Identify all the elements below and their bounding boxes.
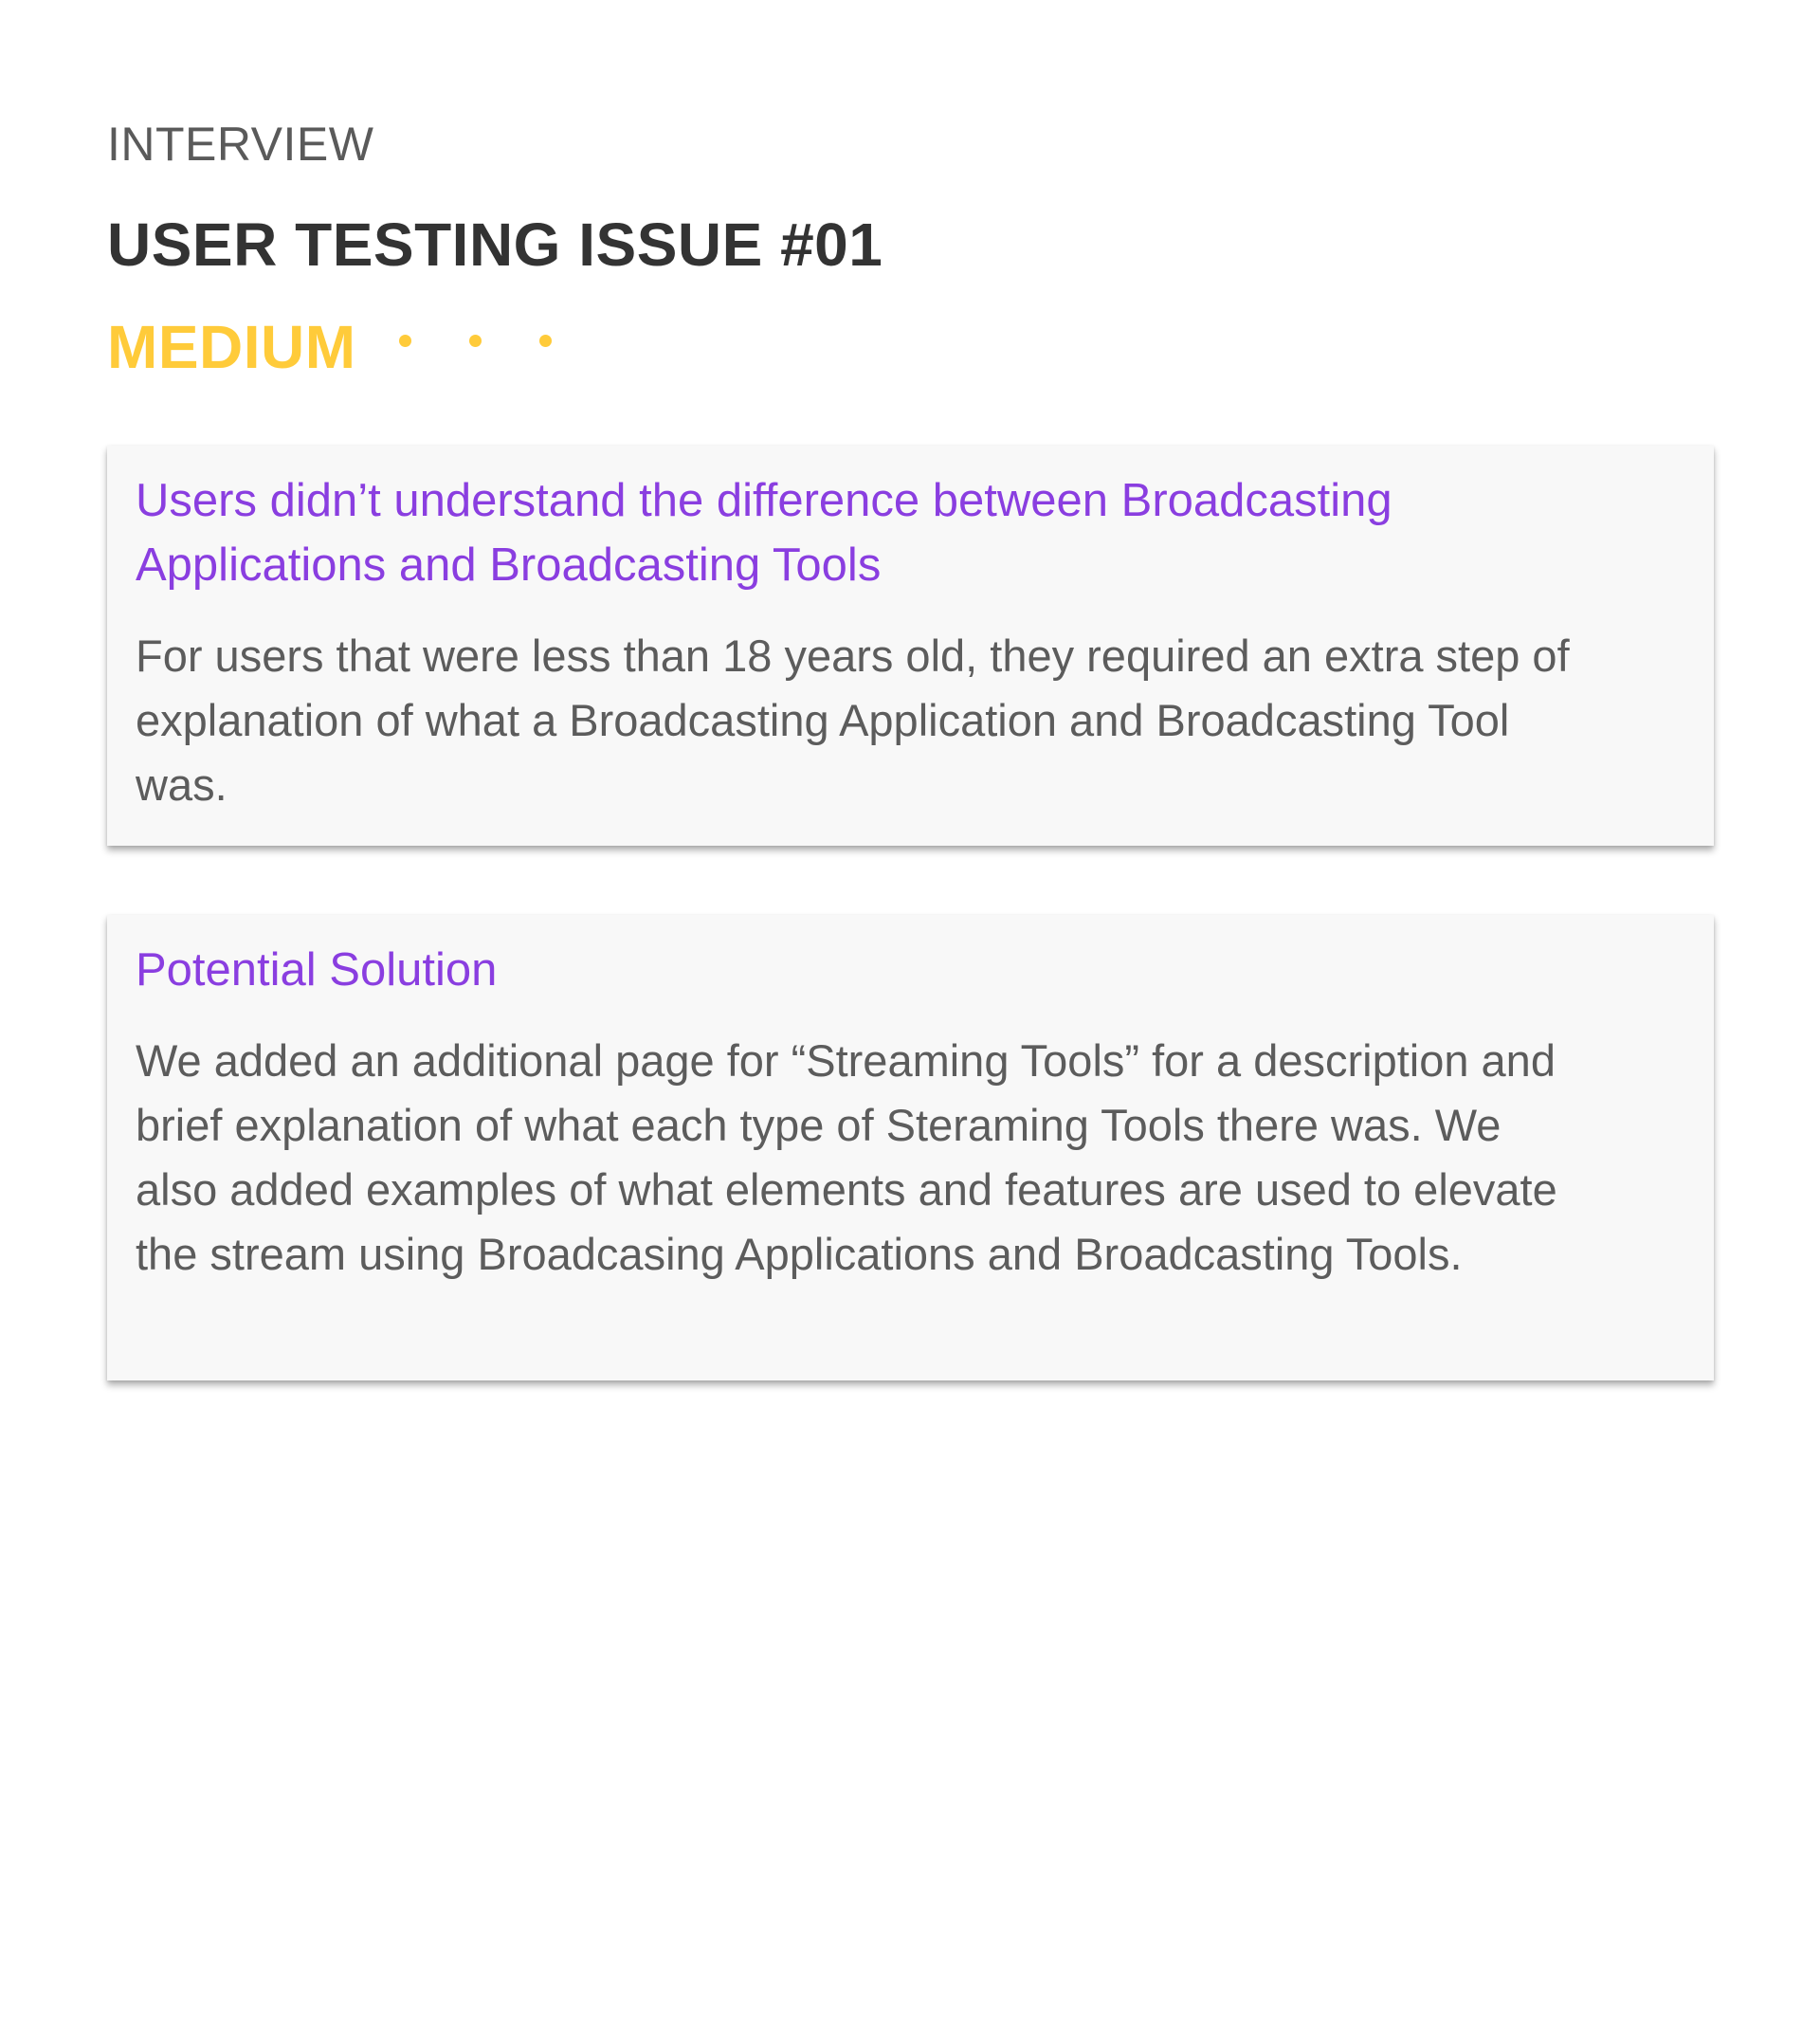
page-title: USER TESTING ISSUE #01 [107, 210, 883, 279]
solution-description: We added an additional page for “Streaming Tools” for a description and brief explanation of what each type of Steraming Tools there was. We also added examples of what elements and features are used to elevate the stream using Broadcasing Applications and Broadcasting Tools. [136, 1035, 1557, 1279]
severity-label: MEDIUM [107, 313, 356, 381]
solution-heading: Potential Solution [136, 944, 498, 996]
issue-description: For users that were less than 18 years old, they required an extra step of explanation of what a Broadcasting Application and Broadcasting Tool was. [136, 631, 1570, 810]
dot-icon [469, 335, 482, 347]
issue-card [107, 446, 1714, 846]
dot-icon [539, 335, 552, 347]
severity-indicator [107, 311, 610, 383]
section-eyebrow: INTERVIEW [107, 118, 374, 171]
solution-card [107, 915, 1714, 1380]
dot-icon [399, 335, 411, 347]
issue-heading: Users didn’t understand the difference between Broadcasting Applications and Broadcasting Tools [136, 475, 1392, 591]
severity-dots [399, 335, 610, 347]
